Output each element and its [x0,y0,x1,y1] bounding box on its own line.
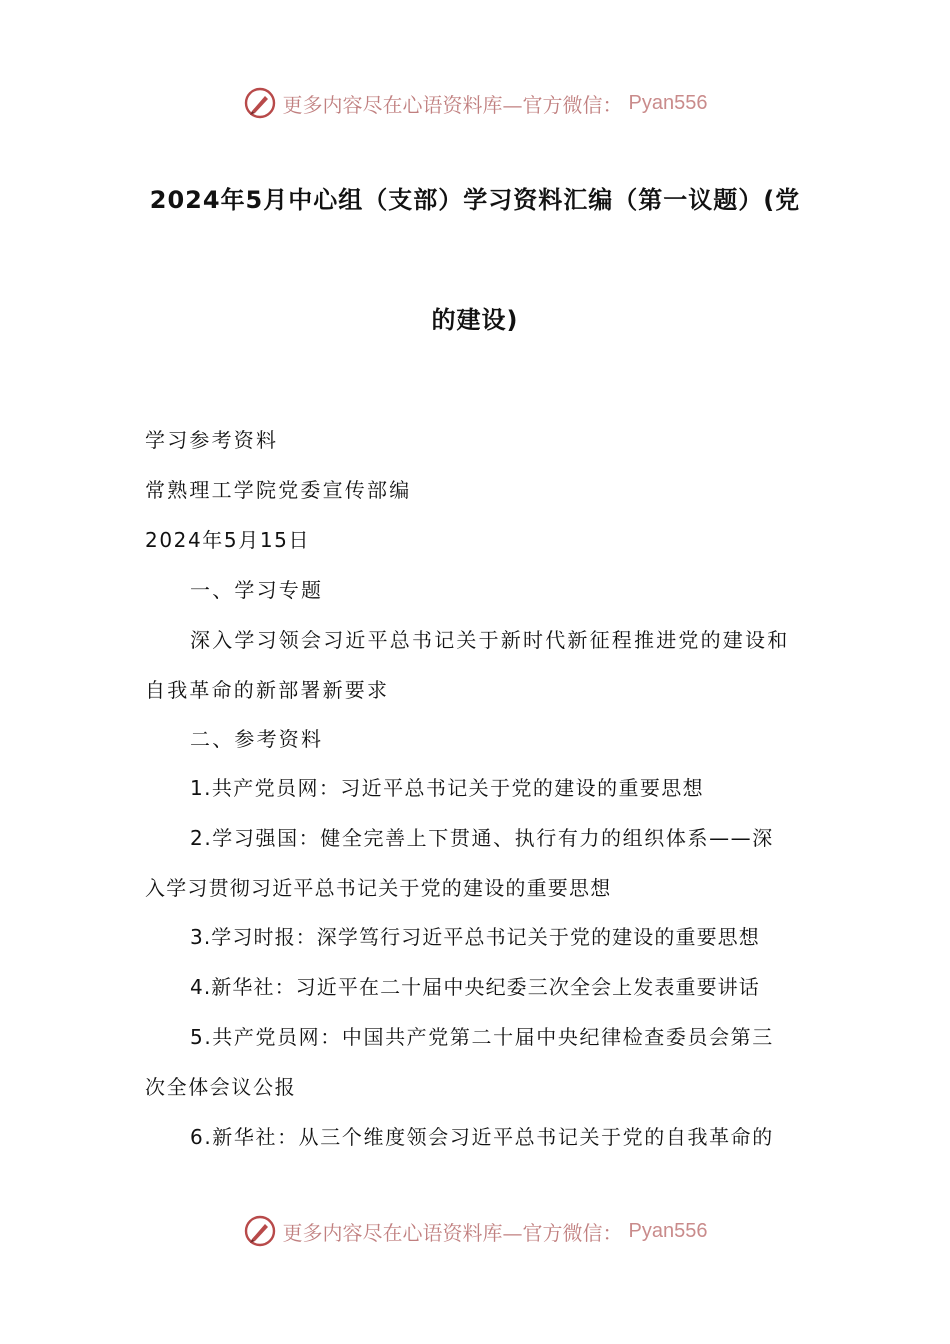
section-1-heading: 一、学习专题 [190,578,324,602]
reference-item-6-line-1: 6.新华社：从三个维度领会习近平总书记关于党的自我革命的 [190,1125,774,1149]
pen-logo-icon [243,86,277,120]
banner-text: 更多内容尽在心语资料库—官方微信： [282,92,623,117]
reference-item-5-line-1: 5.共产党员网：中国共产党第二十届中央纪律检查委员会第三 [190,1025,774,1049]
banner-text: 更多内容尽在心语资料库—官方微信： [282,1220,623,1245]
label-reference-material: 学习参考资料 [145,428,279,452]
footer-watermark-banner [0,1211,950,1251]
publisher-line: 常熟理工学院党委宣传部编 [145,478,412,502]
document-title-line-2: 的建设) [431,306,519,334]
header-watermark-banner [0,83,950,123]
banner-wechat-id: Pyan556 [628,91,708,114]
banner-wechat-id: Pyan556 [628,1219,708,1242]
section-1-text-line-2: 自我革命的新部署新要求 [145,678,390,702]
reference-item-2-line-2: 入学习贯彻习近平总书记关于党的建设的重要思想 [145,876,612,900]
date-line: 2024年5月15日 [145,528,311,552]
reference-item-4: 4.新华社：习近平在二十届中央纪委三次全会上发表重要讲话 [190,975,760,999]
reference-item-2-line-1: 2.学习强国：健全完善上下贯通、执行有力的组织体系——深 [190,826,774,850]
section-2-heading: 二、参考资料 [190,727,324,751]
reference-item-1: 1.共产党员网：习近平总书记关于党的建设的重要思想 [190,776,705,800]
reference-item-5-line-2: 次全体会议公报 [145,1075,297,1099]
document-title-line-1: 2024年5月中心组（支部）学习资料汇编（第一议题）(党 [149,186,801,214]
section-1-text-line-1: 深入学习领会习近平总书记关于新时代新征程推进党的建设和 [190,628,790,652]
pen-logo-icon [243,1214,277,1248]
reference-item-3: 3.学习时报：深学笃行习近平总书记关于党的建设的重要思想 [190,925,760,949]
